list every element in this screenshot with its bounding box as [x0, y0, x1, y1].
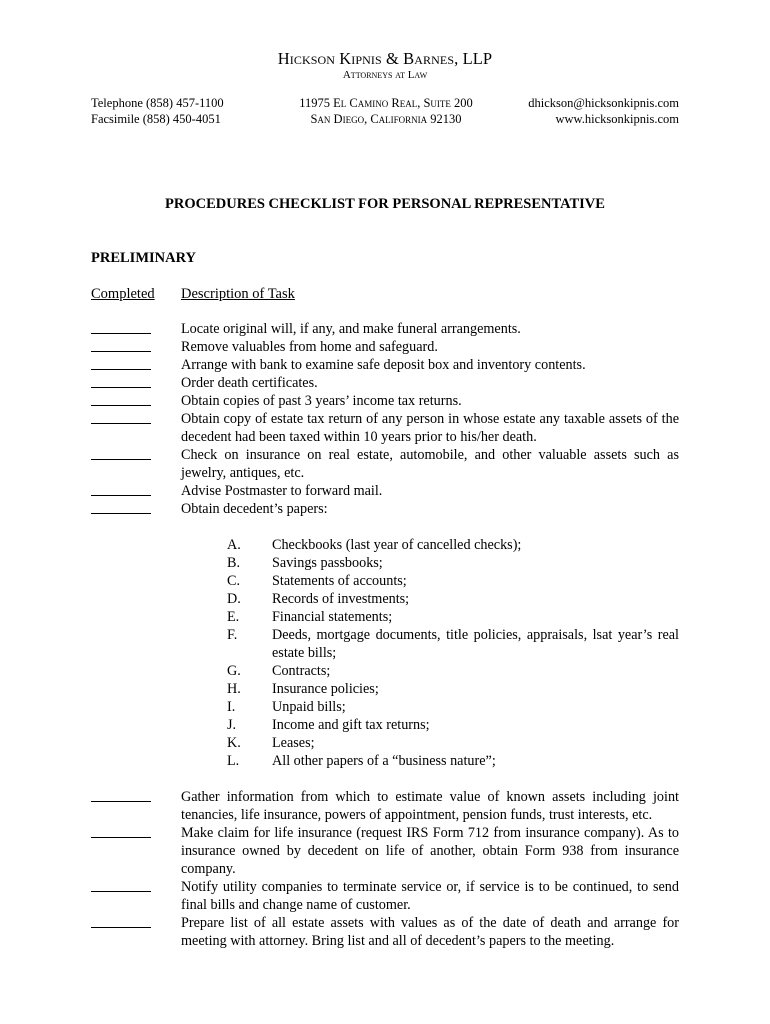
item-text: Deeds, mortgage documents, title policies, appraisals, lsat year’s real estate bills; [272, 627, 679, 661]
completed-blank[interactable] [91, 392, 151, 406]
completed-blank[interactable] [91, 410, 151, 424]
item-text: Statements of accounts; [272, 573, 407, 589]
item-letter: F. [227, 627, 238, 643]
list-item [0, 716, 770, 734]
task-description: Obtain copy of estate tax return of any person in whose estate any taxable assets of the decedent had been taxed within 10 years prior to his/her death. [181, 411, 679, 445]
task-row [0, 338, 770, 356]
completed-blank[interactable] [91, 878, 151, 892]
list-item [0, 590, 770, 608]
task-description: Obtain copies of past 3 years’ income tax returns. [181, 393, 462, 409]
task-description: Notify utility companies to terminate service or, if service is to be continued, to send final bills and change name of customer. [181, 879, 679, 913]
task-description: Make claim for life insurance (request IRS Form 712 from insurance company). As to insurance owned by decedent on life of another, obtain Form 938 from insurance company. [181, 825, 679, 877]
completed-blank[interactable] [91, 338, 151, 352]
task-row [0, 500, 770, 518]
item-letter: J. [227, 717, 237, 733]
item-text: Checkbooks (last year of cancelled checks); [272, 537, 522, 553]
completed-blank[interactable] [91, 788, 151, 802]
list-item [0, 572, 770, 590]
item-text: Unpaid bills; [272, 699, 346, 715]
task-description: Check on insurance on real estate, automobile, and other valuable assets such as jewelry, antiques, etc. [181, 447, 679, 481]
task-description: Remove valuables from home and safeguard. [181, 339, 438, 355]
item-text: Insurance policies; [272, 681, 379, 697]
item-letter: G. [227, 663, 241, 679]
firm-subtitle: Attorneys at Law [342, 69, 428, 81]
papers-list [0, 536, 770, 770]
item-text: Records of investments; [272, 591, 410, 607]
item-text: Savings passbooks; [272, 555, 383, 571]
task-row [0, 374, 770, 392]
completed-blank[interactable] [91, 446, 151, 460]
completed-blank[interactable] [91, 320, 151, 334]
task-row [0, 788, 770, 824]
completed-blank[interactable] [91, 374, 151, 388]
column-completed: Completed [91, 286, 155, 302]
completed-blank[interactable] [91, 824, 151, 838]
item-letter: K. [227, 735, 241, 751]
column-description: Description of Task [181, 286, 295, 302]
email: dhickson@hicksonkipnis.com [528, 96, 679, 110]
list-item [0, 554, 770, 572]
task-description: Prepare list of all estate assets with values as of the date of death and arrange for meeting with attorney. Bring list and all of decedent’s papers to the meeting. [181, 915, 679, 949]
task-row [0, 356, 770, 374]
completed-blank[interactable] [91, 914, 151, 928]
section-heading: PRELIMINARY [91, 250, 197, 266]
item-text: Financial statements; [272, 609, 393, 625]
list-item [0, 752, 770, 770]
completed-blank[interactable] [91, 500, 151, 514]
task-description: Obtain decedent’s papers: [181, 501, 328, 517]
list-item [0, 608, 770, 626]
item-text: Income and gift tax returns; [272, 717, 430, 733]
task-description: Gather information from which to estimate value of known assets including joint tenancies, life insurance, powers of appointment, pension funds, trust interests, etc. [181, 789, 679, 823]
task-description: Advise Postmaster to forward mail. [181, 483, 383, 499]
website: www.hicksonkipnis.com [555, 112, 679, 126]
item-text: Contracts; [272, 663, 331, 679]
facsimile: Facsimile (858) 450-4051 [91, 112, 221, 126]
completed-blank[interactable] [91, 356, 151, 370]
item-letter: A. [227, 537, 241, 553]
address-line-2: San Diego, California 92130 [310, 112, 462, 126]
task-list [0, 320, 770, 950]
task-row [0, 392, 770, 410]
completed-blank[interactable] [91, 482, 151, 496]
web-block [528, 95, 679, 127]
list-item [0, 626, 770, 662]
task-row [0, 320, 770, 338]
list-item [0, 662, 770, 680]
list-item [0, 680, 770, 698]
document-title: PROCEDURES CHECKLIST FOR PERSONAL REPRESENTATIVE [165, 196, 605, 212]
phone-block [91, 95, 224, 127]
item-letter: I. [227, 699, 236, 715]
task-row [0, 914, 770, 950]
task-row [0, 482, 770, 500]
task-row [0, 824, 770, 878]
item-letter: H. [227, 681, 241, 697]
task-row [0, 446, 770, 482]
task-row [0, 410, 770, 446]
task-description: Arrange with bank to examine safe deposit box and inventory contents. [181, 357, 586, 373]
address-block [286, 95, 486, 127]
item-letter: D. [227, 591, 241, 607]
item-letter: E. [227, 609, 240, 625]
task-description: Locate original will, if any, and make funeral arrangements. [181, 321, 521, 337]
list-item [0, 698, 770, 716]
item-letter: L. [227, 753, 240, 769]
item-text: Leases; [272, 735, 315, 751]
telephone: Telephone (858) 457-1100 [91, 96, 224, 110]
task-row [0, 878, 770, 914]
list-item [0, 734, 770, 752]
address-line-1: 11975 El Camino Real, Suite 200 [299, 96, 473, 110]
list-item [0, 536, 770, 554]
item-letter: C. [227, 573, 241, 589]
item-text: All other papers of a “business nature”; [272, 753, 496, 769]
item-letter: B. [227, 555, 241, 571]
task-description: Order death certificates. [181, 375, 318, 391]
firm-name: Hickson Kipnis & Barnes, LLP [277, 49, 493, 68]
